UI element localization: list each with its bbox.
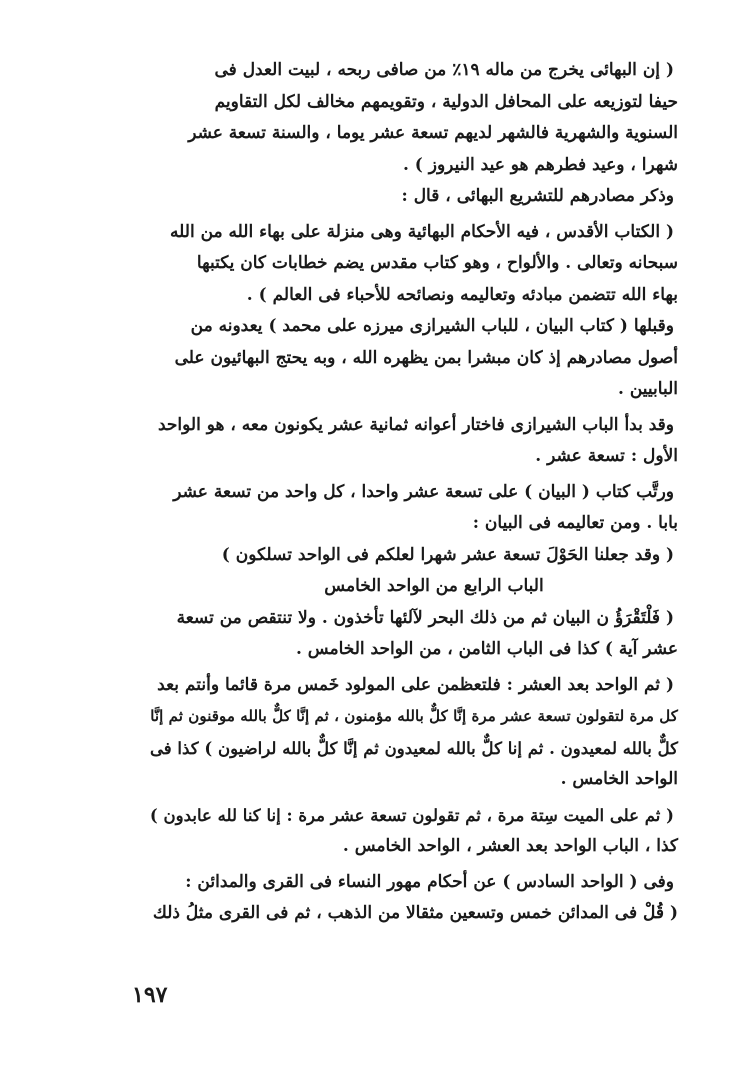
text-line: البابيين . [618,379,678,399]
text-line: كلٌّ بالله لمعيدون . ثم إنا كلٌّ بالله لمعيدون ثم إنَّا كلٌّ بالله لراضيون ) كذا فى [149,737,678,758]
text-line: الأول : تسعة عشر . [535,446,678,466]
text-line: شهرا ، وعيد فطرهم هو عيد النيروز ) . [402,154,678,175]
text-line: ( وقد جعلنا الحَوْلَ تسعة عشر شهرا لعلكم فى الواحد تسلكون ) [221,544,674,565]
text-line: بابا . ومن تعاليمه فى البيان : [472,513,678,533]
text-line: ( ثم على الميت سِتة مرة ، ثم تقولون تسعة عشر مرة : إنا كنا لله عابدون ) [149,804,674,825]
text-line: ورتَّب كتاب ( البيان ) على تسعة عشر واحدا ، كل واحد من تسعة عشر [173,481,674,502]
text-line: بهاء الله تتضمن مبادئه وتعاليمه ونصائحه للأحباء فى العالم ) . [246,284,678,305]
text-line: السنوية والشهرية فالشهر لديهم تسعة عشر يوما ، والسنة تسعة عشر [188,123,678,143]
text-line: ( الكتاب الأقدس ، فيه الأحكام البهائية وهى منزلة على بهاء الله من الله [170,221,674,242]
text-line: وقبلها ( كتاب البيان ، للباب الشيرازى ميرزه على محمد ) يعدونه من [190,316,674,336]
text-line: أصول مصادرهم إذ كان مبشرا بمن يظهره الله ، وبه يحتج البهائيون على [174,347,678,368]
page-number: ١٩٧ [132,982,168,1008]
text-line: عشر آية ) كذا فى الباب الثامن ، من الواحد الخامس . [295,639,678,659]
text-line: كل مرة لتقولون تسعة عشر مرة إنَّا كلٌّ بالله مؤمنون ، ثم إنَّا كلٌّ بالله موقنون ثم إنَّا [150,707,678,725]
text-line: وفى ( الواحد السادس ) عن أحكام مهور النساء فى القرى والمدائن : [185,871,674,892]
text-line: ( قُلْ فى المدائن خمس وتسعين مثقالا من الذهب ، ثم فى القرى مثلُ ذلك [152,903,678,923]
text-line: وذكر مصادرهم للتشريع البهائى ، قال : [401,186,674,206]
text-line: سبحانه وتعالى . والألواح ، وهو كتاب مقدس يضم خطابات كان يكتبها [196,253,678,273]
text-line: كذا ، الباب الواحد بعد العشر ، الواحد الخامس . [342,836,678,856]
text-line: حيفا لتوزيعه على المحافل الدولية ، وتقويمهم مخالف لكل التقاويم [214,91,678,112]
text-line: ( فَلْتَقْرَؤُ ن البيان ثم من ذلك البحر لآلئها تأخذون . ولا تنتقص من تسعة [176,607,674,628]
text-line: ( ثم الواحد بعد العشر : فلتعظمن على المولود خَمس مرة قائما وأنتم بعد [157,674,674,695]
text-line: الباب الرابع من الواحد الخامس [324,576,544,596]
text-line: الواحد الخامس . [560,769,678,789]
text-line: ( إن البهائى يخرج من ماله ١٩٪ من صافى ربحه ، لبيت العدل فى [214,60,674,80]
text-line: وقد بدأ الباب الشيرازى فاختار أعوانه ثمانية عشر يكونون معه ، هو الواحد [157,414,674,435]
page-body-text [150,55,678,930]
